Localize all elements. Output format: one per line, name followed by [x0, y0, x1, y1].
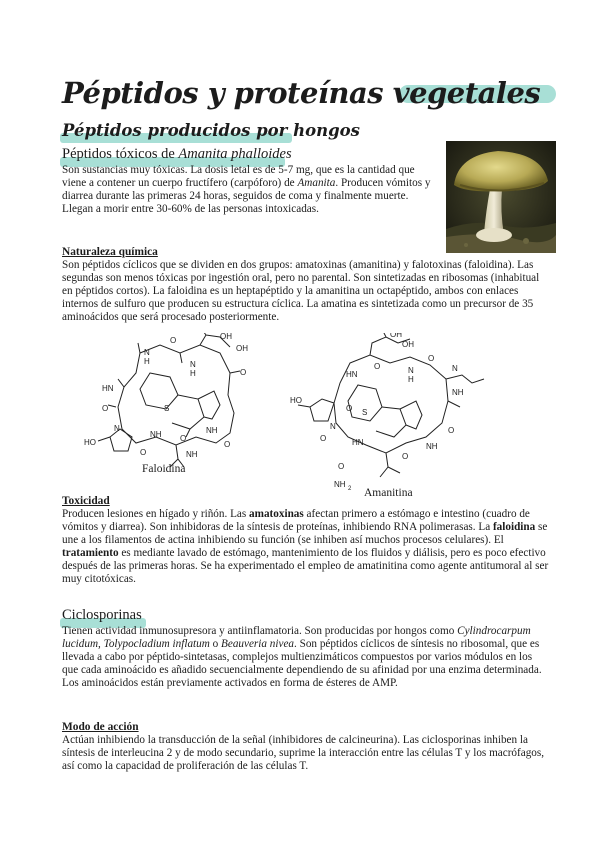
atom-label: N: [330, 422, 336, 431]
para-text: afectan primero a estómago e intestino (cuadro de vómitos y diarrea). Son inhibidoras de la síntesis de proteínas, inhibiendo RNA polimerasas. La: [62, 508, 530, 533]
toxic-peptides-paragraph: [62, 164, 436, 216]
bold-term: amatoxinas: [249, 508, 304, 520]
atom-label: H: [144, 357, 150, 366]
para-text: Producen lesiones en hígado y riñón. Las: [62, 508, 250, 520]
atom-label: HN: [346, 370, 358, 379]
atom-label: NH: [334, 480, 346, 489]
atom-label: N: [408, 366, 414, 375]
modo-heading: Modo de acción: [62, 721, 139, 733]
mushroom-image: [446, 141, 556, 253]
atom-label: HO: [290, 396, 302, 405]
bold-term: faloidina: [492, 520, 536, 533]
atom-label: HN: [352, 438, 364, 447]
atom-label: O: [170, 336, 177, 345]
para-text: Tienen actividad inmunosupresora y antiinflamatoria. Son producidas por hongos como: [62, 625, 458, 637]
para-species: Amanita: [297, 176, 336, 189]
atom-label: 2: [348, 486, 352, 492]
atom-label: O: [140, 448, 147, 457]
ciclosporinas-paragraph: [62, 625, 550, 690]
atom-label: O: [338, 462, 345, 471]
atom-label: HN: [102, 384, 114, 393]
atom-label: O: [374, 362, 381, 371]
atom-label: S: [362, 408, 368, 417]
atom-label: N: [114, 424, 120, 433]
toxicidad-paragraph: [62, 508, 550, 585]
atom-label: OH: [402, 340, 414, 349]
para-text: . Producen vómitos y diarrea durante las primeras 24 horas, seguidos de coma y finalmente muerte. Llegan a morir entre 30-60% de las personas intoxicadas.: [62, 176, 431, 215]
atom-label: NH: [186, 450, 198, 459]
bold-term: tratamiento: [62, 546, 119, 559]
atom-label: NH: [426, 442, 438, 451]
atom-label: O: [428, 354, 435, 363]
para-text: . Son péptidos cíclicos de síntesis no ribosomal, que es llevada a cabo por péptido-sintetasas, complejos multienzimáticos compuestos por varios módulos en los que cada aminoácido es añadido secuencialmente dependiendo de su afinidad por una enzima determinada. Los aminoácidos están previamente activados en forma de ésteres de AMP.: [62, 637, 542, 689]
atom-label: NH: [452, 388, 464, 397]
atom-label: H: [408, 375, 414, 384]
atom-label: OH: [220, 333, 232, 341]
faloidina-label: Faloidina: [142, 463, 186, 475]
atom-label: N: [452, 364, 458, 373]
atom-label: OH: [236, 344, 248, 353]
atom-label: O: [224, 440, 231, 449]
atom-label: NH: [206, 426, 218, 435]
atom-label: O: [448, 426, 455, 435]
species-names: Beauveria nivea: [221, 637, 295, 650]
atom-label: NH: [150, 430, 162, 439]
atom-label: N: [144, 348, 150, 357]
page-title: Péptidos y proteínas vegetales: [62, 76, 541, 110]
atom-label: O: [180, 434, 187, 443]
atom-label: O: [346, 404, 353, 413]
atom-label: O: [320, 434, 327, 443]
para-text: Son sustancias muy tóxicas. La dosis letal es de 5-7 mg, que es la cantidad que viene a contener un cuerpo fructífero (carpóforo) de: [62, 164, 415, 189]
toxic-peptides-heading: [62, 146, 292, 163]
amanitina-structure: [290, 333, 490, 493]
naturaleza-paragraph: Son péptidos cíclicos que se dividen en dos grupos: amatoxinas (amanitina) y falotoxinas (faloidina). Las segundas son menos tóxicas por ingestión oral, pero no parental. Son sintetizadas en ribosomas (inhabitual en péptidos cortos). La faloidina es un heptapéptido y la amanitina un octapéptido, ambos con enlaces internos de sulfuro que producen su estructura cíclica. La amatina es sintetizada como un precursor de 35 aminoácidos que será procesado posteriormente.: [62, 259, 540, 323]
para-text: es mediante lavado de estómago, mantenimiento de los fluidos y diálisis, pero es poco efectivo después de las primeras horas. Se ha experimentado el empleo de amatinitina como agente antitumoral al ser muy citotóxicas.: [62, 546, 549, 585]
toxicidad-heading: Toxicidad: [62, 495, 110, 507]
naturaleza-heading: Naturaleza química: [62, 246, 158, 258]
atom-label: N: [190, 360, 196, 369]
amanita-photo: [446, 141, 556, 253]
atom-label: OH: [390, 333, 402, 339]
heading-species: Amanita phalloides: [178, 146, 292, 162]
para-text: se une a los filamentos de actina inhibiendo su función (se inhiben así muchos procesos celulares). El: [62, 520, 548, 546]
heading-text: Péptidos tóxicos de: [62, 146, 179, 162]
modo-paragraph: Actúan inhibiendo la transducción de la señal (inhibidores de calcineurina). Las ciclosporinas inhiben la síntesis de interleucina 2 y de modo secundario, suprime la interacción entre las células T y los macrófagos, así como la capacidad de proliferación de las células T.: [62, 734, 545, 772]
para-text: o: [209, 637, 222, 650]
ciclosporinas-heading: Ciclosporinas: [62, 607, 142, 623]
section-subtitle: Péptidos producidos por hongos: [62, 121, 360, 140]
atom-label: O: [402, 452, 409, 461]
amanitina-label: Amanitina: [364, 487, 413, 499]
atom-label: O: [102, 404, 109, 413]
faloidina-structure: [80, 333, 262, 483]
species-names: Cylindrocarpum lucidum, Tolypocladium inflatum: [62, 625, 531, 650]
atom-label: H: [190, 369, 196, 378]
atom-label: O: [240, 368, 247, 377]
atom-label: HO: [84, 438, 96, 447]
atom-label: S: [164, 404, 170, 413]
